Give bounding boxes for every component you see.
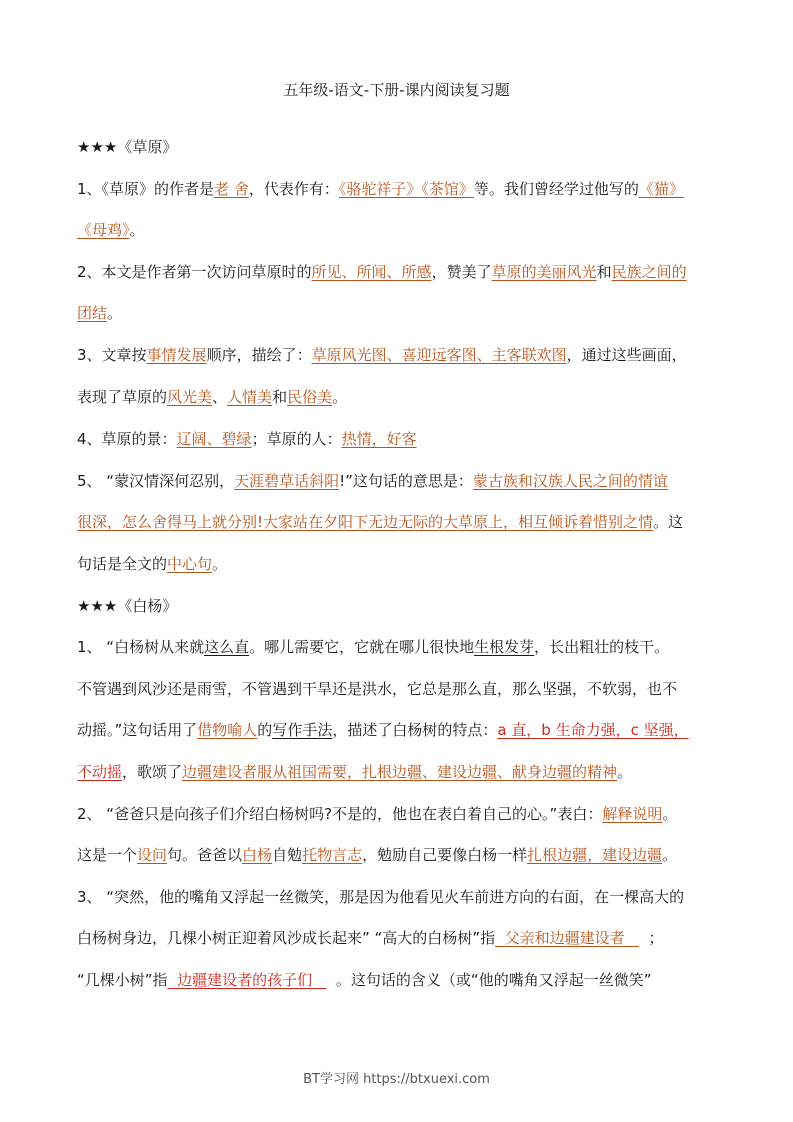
text: 。 bbox=[129, 221, 145, 239]
text: 3、文章按 bbox=[77, 346, 147, 364]
answer-poplar: 白杨 bbox=[242, 846, 273, 864]
text: 动摇。”这句话用了 bbox=[77, 721, 198, 739]
question-4 bbox=[77, 427, 727, 451]
question-5-line-3 bbox=[77, 552, 727, 576]
answer-features-cont: 不动摇 bbox=[77, 763, 123, 781]
text: 句话是全文的 bbox=[77, 555, 168, 573]
question-3-line-2 bbox=[77, 385, 727, 409]
question-5-line-2 bbox=[77, 510, 727, 534]
answer-children: 边疆建设者的孩子们 bbox=[167, 971, 327, 989]
answer-order: 事情发展 bbox=[146, 346, 207, 364]
answer-ethnic: 民族之间的 bbox=[611, 263, 687, 281]
answer-pictures: 草原风光图、喜迎远客图、主客联欢图 bbox=[311, 346, 567, 364]
text: 。 bbox=[617, 763, 633, 781]
text: 白杨树身边，几棵小树正迎着风沙成长起来” “高大的白杨树”指 bbox=[77, 929, 496, 947]
question-3-line-1 bbox=[77, 343, 727, 367]
underlined-text: 写作手法 bbox=[272, 721, 333, 739]
text: ，描述了白杨树的特点： bbox=[332, 721, 498, 739]
text: 4、草原的景： bbox=[77, 430, 177, 448]
answer-seen: 所见、所闻、所感 bbox=[311, 263, 432, 281]
answer-hen: 《母鸡》 bbox=[77, 221, 130, 239]
poplar-question-3-line-3 bbox=[77, 968, 727, 992]
footer-source: BT学习网 https://btxuexi.com bbox=[303, 1072, 490, 1087]
answer-features: a 直，b 生命力强，c 坚强， bbox=[497, 721, 689, 739]
underlined-text: 这么直 bbox=[204, 638, 250, 656]
answer-custom-beauty: 民俗美 bbox=[287, 388, 333, 406]
answer-people-beauty: 人情美 bbox=[227, 388, 273, 406]
poplar-question-2-line-1 bbox=[77, 802, 727, 826]
text: ；草原的人： bbox=[251, 430, 342, 448]
text: 1、《草原》的作者是 bbox=[77, 180, 215, 198]
page-title: 五年级-语文-下册-课内阅读复习题 bbox=[283, 81, 510, 99]
answer-author: 老 舍 bbox=[214, 180, 249, 198]
text: 5、 “蒙汉情深何忍别， bbox=[77, 472, 235, 490]
answer-spirit: 边疆建设者服从祖国需要，扎根边疆、建设边疆、献身边疆的精神 bbox=[182, 763, 618, 781]
text: 。 bbox=[662, 805, 678, 823]
text: 、 bbox=[212, 388, 228, 406]
answer-people: 热情，好客 bbox=[341, 430, 417, 448]
poplar-question-1-line-1 bbox=[77, 635, 727, 659]
text: 。这 bbox=[653, 513, 684, 531]
text: 和 bbox=[596, 263, 612, 281]
answer-meaning: 蒙古族和汉族人民之间的情谊 bbox=[472, 472, 668, 490]
answer-works: 《骆驼祥子》《茶馆》 bbox=[338, 180, 474, 198]
text: 。 bbox=[332, 388, 348, 406]
poplar-question-1-line-2: 不管遇到风沙还是雨雪，不管遇到干旱还是洪水，它总是那么直，那么坚强，不软弱，也不 bbox=[77, 680, 678, 698]
text: 句。爸爸以 bbox=[167, 846, 243, 864]
text: 3、 “突然，他的嘴角又浮起一丝微笑，那是因为他看见火车前进方向的右面，在一棵高大的 bbox=[77, 888, 685, 906]
text: ； bbox=[638, 929, 664, 947]
question-2-line-1 bbox=[77, 260, 727, 284]
answer-poem: 天涯碧草话斜阳 bbox=[234, 472, 340, 490]
text: 2、本文是作者第一次访问草原时的 bbox=[77, 263, 312, 281]
answer-explain: 解释说明 bbox=[602, 805, 663, 823]
underlined-text: 生根发芽 bbox=[474, 638, 535, 656]
text: ，赞美了 bbox=[431, 263, 492, 281]
answer-meaning-cont: 很深，怎么舍得马上就分别!大家站在夕阳下无边无际的大草原上，相互倾诉着惜别之情 bbox=[77, 513, 654, 531]
text: 的 bbox=[257, 721, 273, 739]
text: 。这句话的含义（或“他的嘴角又浮起一丝微笑” bbox=[326, 971, 652, 989]
poplar-question-3-line-1 bbox=[77, 885, 727, 909]
text: ，歌颂了 bbox=[122, 763, 183, 781]
answer-unity: 团结 bbox=[77, 304, 108, 322]
question-1-line-1 bbox=[77, 177, 727, 201]
answer-rhetorical: 设问 bbox=[137, 846, 168, 864]
text: “几棵小树”指 bbox=[77, 971, 168, 989]
answer-frontier: 扎根边疆，建设边疆 bbox=[527, 846, 663, 864]
text: 表现了草原的 bbox=[77, 388, 168, 406]
question-1-line-2 bbox=[77, 218, 727, 242]
text: ，代表作有： bbox=[248, 180, 339, 198]
answer-father: 父亲和边疆建设者 bbox=[495, 929, 639, 947]
text: 等。我们曾经学过他写的 bbox=[473, 180, 639, 198]
text: ，通过这些画面， bbox=[566, 346, 687, 364]
question-2-line-2 bbox=[77, 301, 727, 325]
question-5-line-1 bbox=[77, 469, 727, 493]
answer-scenery-beauty: 风光美 bbox=[167, 388, 213, 406]
text: 顺序，描绘了： bbox=[206, 346, 312, 364]
text: 自勉 bbox=[272, 846, 303, 864]
text: 和 bbox=[272, 388, 288, 406]
text: 这是一个 bbox=[77, 846, 138, 864]
text: 。 bbox=[107, 304, 123, 322]
text: ，长出粗壮的枝干。 bbox=[534, 638, 670, 656]
answer-landscape: 辽阔、碧绿 bbox=[176, 430, 252, 448]
poplar-question-2-line-2 bbox=[77, 843, 727, 867]
poplar-question-1-line-3 bbox=[77, 718, 727, 742]
answer-cat: 《猫》 bbox=[638, 180, 684, 198]
answer-technique: 借物喻人 bbox=[197, 721, 258, 739]
poplar-question-1-line-4 bbox=[77, 760, 727, 784]
answer-express: 托物言志 bbox=[302, 846, 363, 864]
section-heading-poplar: ★★★《白杨》 bbox=[77, 597, 178, 615]
text: 。 bbox=[212, 555, 228, 573]
text: ，勉励自己要像白杨一样 bbox=[362, 846, 528, 864]
text: 。 bbox=[662, 846, 678, 864]
answer-center-sentence: 中心句 bbox=[167, 555, 213, 573]
text: 。哪儿需要它，它就在哪儿很快地 bbox=[249, 638, 475, 656]
poplar-question-3-line-2 bbox=[77, 926, 727, 950]
text: 2、 “爸爸只是向孩子们介绍白杨树吗?不是的，他也在表白着自己的心。”表白： bbox=[77, 805, 603, 823]
text: !”这句话的意思是： bbox=[339, 472, 473, 490]
section-heading-grassland: ★★★《草原》 bbox=[77, 138, 178, 156]
answer-scenery: 草原的美丽风光 bbox=[491, 263, 597, 281]
text: 1、 “白杨树从来就 bbox=[77, 638, 205, 656]
